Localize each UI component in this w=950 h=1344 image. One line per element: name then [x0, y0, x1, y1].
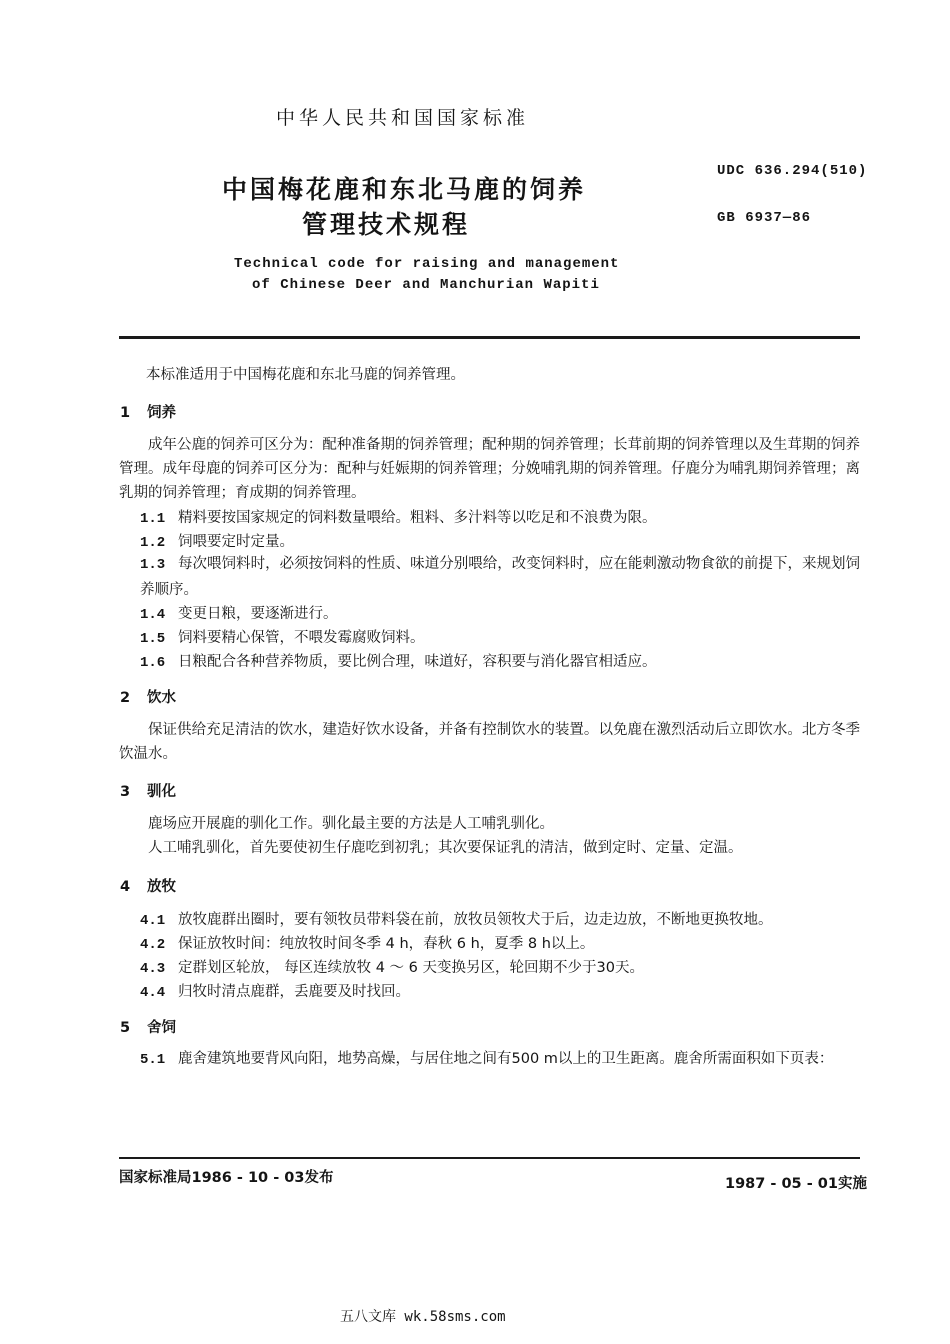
header-rule — [119, 336, 860, 339]
udc-code: UDC 636.294(510) — [717, 163, 868, 179]
footer-rule — [119, 1157, 860, 1159]
watermark: 五八文库 wk.58sms.com — [340, 1309, 506, 1325]
item-text: 鹿舍建筑地要背风向阳，地势高燥，与居住地之间有500 m以上的卫生距离。鹿舍所需面积如下页表： — [178, 1051, 834, 1067]
item-number: 1.5 — [140, 631, 166, 647]
item-number: 4.4 — [140, 985, 166, 1001]
scope-statement: 本标准适用于中国梅花鹿和东北马鹿的饲养管理。 — [146, 367, 465, 383]
list-item — [140, 552, 860, 603]
item-number: 1.3 — [140, 557, 166, 573]
section-1-heading — [120, 401, 176, 422]
section-1-paragraph: 成年公鹿的饲养可区分为：配种准备期的饲养管理；配种期的饲养管理；长茸前期的饲养管理以及生茸期的饲养管理。成年母鹿的饲养可区分为：配种与妊娠期的饲养管理；分娩哺乳期的饲养管理。仔鹿分为哺乳期饲养管理；离乳期的饲养管理；育成期的饲养管理。 — [119, 437, 860, 501]
item-number: 1.1 — [140, 511, 166, 527]
item-text: 饲喂要定时定量。 — [178, 534, 294, 550]
section-number: 5 — [120, 1020, 131, 1036]
list-item — [140, 650, 657, 671]
section-3-paragraph-1: 鹿场应开展鹿的驯化工作。驯化最主要的方法是人工哺乳驯化。 — [148, 816, 554, 832]
item-number: 4.1 — [140, 913, 166, 929]
item-text: 定群划区轮放， 每区连续放牧 4 ～ 6 天变换另区，轮回期不少于30天。 — [178, 960, 644, 976]
section-title: 饲养 — [147, 405, 176, 421]
english-title-line1: Technical code for raising and management — [234, 256, 620, 272]
list-item — [140, 908, 773, 929]
section-number: 4 — [120, 879, 131, 895]
list-item — [140, 1047, 860, 1073]
list-item — [140, 530, 294, 551]
item-text: 饲料要精心保管，不喂发霉腐败饲料。 — [178, 630, 425, 646]
section-2-paragraph: 保证供给充足清洁的饮水，建造好饮水设备，并备有控制饮水的装置。以免鹿在激烈活动后立即饮水。北方冬季饮温水。 — [119, 722, 860, 762]
section-title: 饮水 — [147, 690, 176, 706]
english-title-line2: of Chinese Deer and Manchurian Wapiti — [252, 277, 600, 293]
item-text: 变更日粮，要逐渐进行。 — [178, 606, 338, 622]
section-title: 放牧 — [147, 879, 176, 895]
section-5-heading — [120, 1016, 176, 1037]
list-item — [140, 506, 657, 527]
section-2-heading — [120, 686, 176, 707]
item-text: 每次喂饲料时，必须按饲料的性质、味道分别喂给，改变饲料时，应在能刺激动物食欲的前提下，来规划饲养顺序。 — [140, 556, 860, 598]
item-number: 1.6 — [140, 655, 166, 671]
gb-code: GB 6937—86 — [717, 210, 812, 226]
national-standard-header: 中华人民共和国国家标准 — [276, 107, 530, 129]
item-number: 4.3 — [140, 961, 166, 977]
section-number: 2 — [120, 690, 131, 706]
item-text: 精料要按国家规定的饲料数量喂给。粗料、多汁料等以吃足和不浪费为限。 — [178, 510, 657, 526]
item-number: 4.2 — [140, 937, 166, 953]
issue-date: 国家标准局1986 - 10 - 03发布 — [119, 1170, 334, 1186]
item-number: 5.1 — [140, 1052, 166, 1068]
section-number: 1 — [120, 405, 131, 421]
effective-date: 1987 - 05 - 01实施 — [725, 1176, 867, 1192]
item-number: 1.4 — [140, 607, 166, 623]
section-number: 3 — [120, 784, 131, 800]
list-item — [140, 602, 338, 623]
item-number: 1.2 — [140, 535, 166, 551]
list-item — [140, 980, 410, 1001]
section-4-heading — [120, 875, 176, 896]
section-title: 舍饲 — [147, 1020, 176, 1036]
item-text: 放牧鹿群出圈时，要有领牧员带料袋在前，放牧员领牧犬于后，边走边放，不断地更换牧地。 — [178, 912, 773, 928]
item-text: 归牧时清点鹿群，丢鹿要及时找回。 — [178, 984, 410, 1000]
list-item — [140, 956, 644, 977]
section-title: 驯化 — [147, 784, 176, 800]
document-title-line1: 中国梅花鹿和东北马鹿的饲养 — [222, 175, 587, 204]
item-text: 日粮配合各种营养物质，要比例合理，味道好，容积要与消化器官相适应。 — [178, 654, 657, 670]
section-3-paragraph-2: 人工哺乳驯化，首先要使初生仔鹿吃到初乳；其次要保证乳的清洁，做到定时、定量、定温。 — [148, 840, 743, 856]
document-title-line2: 管理技术规程 — [302, 210, 471, 239]
section-3-heading — [120, 780, 176, 801]
list-item — [140, 932, 594, 953]
list-item — [140, 626, 425, 647]
item-text: 保证放牧时间：纯放牧时间冬季 4 h，春秋 6 h，夏季 8 h以上。 — [178, 936, 595, 952]
